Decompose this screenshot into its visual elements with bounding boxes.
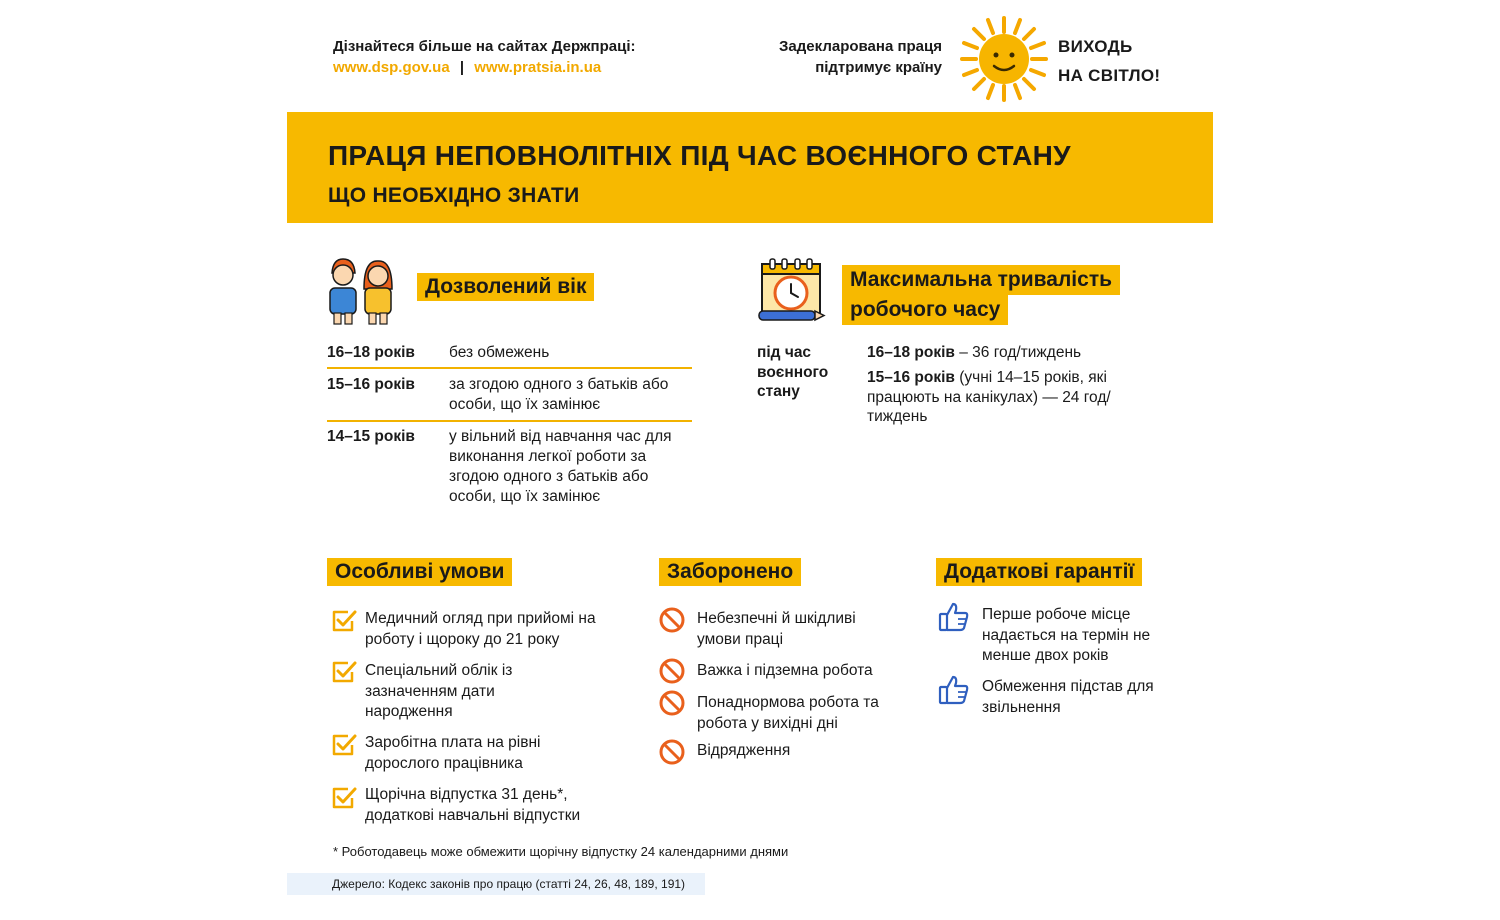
- hours-row: [867, 368, 1127, 427]
- forbidden-heading: [659, 558, 801, 586]
- prohibited-icon: [658, 606, 686, 634]
- page-title: ПРАЦЯ НЕПОВНОЛІТНІХ ПІД ЧАС ВОЄННОГО СТАНУ: [328, 140, 1071, 171]
- age-range: 16–18 років: [327, 344, 415, 361]
- brand-line-2: НА СВІТЛО!: [1058, 66, 1161, 85]
- list-item: Небезпечні й шкідливі умови праці: [697, 610, 856, 648]
- source-text: Джерело: Кодекс законів про працю (статті 24, 26, 48, 189, 191): [332, 877, 686, 891]
- age-condition: без обмежень: [449, 344, 550, 361]
- hours-row: [867, 343, 1127, 363]
- site-link-dsp[interactable]: www.dsp.gov.ua: [333, 59, 450, 76]
- brand-line-1: ВИХОДЬ: [1058, 37, 1133, 56]
- age-range: 15–16 років: [327, 376, 415, 393]
- list-item: Понаднормова робота та робота у вихідні дні: [697, 694, 879, 732]
- sun-logo-icon: [958, 14, 1050, 104]
- checkbox-icon: [331, 733, 357, 757]
- list-item: Перше робоче місце надається на термін не менше двох років: [982, 606, 1151, 664]
- wartime-label: під час воєнного стану: [757, 344, 829, 400]
- learn-more-block: [333, 36, 636, 78]
- footnote: * Роботодавець може обмежити щорічну відпустку 24 календарними днями: [333, 844, 789, 859]
- slogan-line-1: Задекларована праця: [779, 38, 942, 55]
- slogan-line-2: підтримує країну: [815, 59, 942, 76]
- checkbox-icon: [331, 660, 357, 684]
- hours-limit: – 36 год/тиждень: [959, 344, 1082, 361]
- guarantees-heading: [936, 558, 1142, 586]
- prohibited-icon: [658, 657, 686, 685]
- guarantees-heading-label: Додаткові гарантії: [936, 558, 1142, 586]
- special-conditions-heading-label: Особливі умови: [327, 558, 512, 586]
- age-condition: за згодою одного з батьків або особи, що їх замінює: [449, 376, 669, 413]
- divider: [327, 367, 692, 369]
- list-item: Заробітна плата на рівні дорослого працівника: [365, 734, 541, 772]
- max-hours-heading: [842, 265, 1120, 325]
- max-hours-heading-line-2: робочого часу: [842, 295, 1008, 325]
- age-condition: у вільний від навчання час для виконання легкої роботи за згодою одного з батьків або особи, що їх замінює: [449, 428, 672, 505]
- list-item: Спеціальний облік із зазначенням дати народження: [365, 662, 513, 720]
- prohibited-icon: [658, 689, 686, 717]
- checkbox-icon: [331, 609, 357, 633]
- site-separator: |: [459, 59, 465, 76]
- list-item: Щорічна відпустка 31 день*, додаткові навчальні відпустки: [365, 786, 581, 824]
- page-subtitle: ЩО НЕОБХІДНО ЗНАТИ: [328, 184, 580, 207]
- list-item: Медичний огляд при прийомі на роботу і щороку до 21 року: [365, 610, 596, 648]
- slogan: [700, 36, 942, 78]
- list-item: Обмеження підстав для звільнення: [982, 678, 1154, 716]
- hours-limit: (учні 14–15 років, які працюють на канікулах) — 24 год/тиждень: [867, 369, 1111, 425]
- max-hours-heading-line-1: Максимальна тривалість: [842, 265, 1120, 295]
- age-range: 14–15 років: [327, 428, 415, 445]
- calendar-clock-icon: [756, 256, 826, 326]
- list-item: Відрядження: [697, 742, 791, 759]
- checkbox-icon: [331, 786, 357, 810]
- learn-more-label: Дізнайтеся більше на сайтах Держпраці:: [333, 38, 636, 55]
- children-icon: [325, 255, 397, 325]
- allowed-age-heading-label: Дозволений вік: [417, 273, 594, 301]
- hours-age: 15–16 років: [867, 369, 955, 386]
- source-note: [287, 873, 705, 895]
- list-item: Важка і підземна робота: [697, 662, 873, 679]
- special-conditions-heading: [327, 558, 512, 586]
- hours-age: 16–18 років: [867, 344, 955, 361]
- campaign-brand: [1058, 32, 1160, 90]
- thumbs-up-icon: [937, 673, 971, 707]
- forbidden-heading-label: Заборонено: [659, 558, 801, 586]
- site-link-pratsia[interactable]: www.pratsia.in.ua: [474, 59, 602, 76]
- thumbs-up-icon: [937, 600, 971, 634]
- divider: [327, 420, 692, 422]
- prohibited-icon: [658, 738, 686, 766]
- allowed-age-heading: [417, 273, 594, 301]
